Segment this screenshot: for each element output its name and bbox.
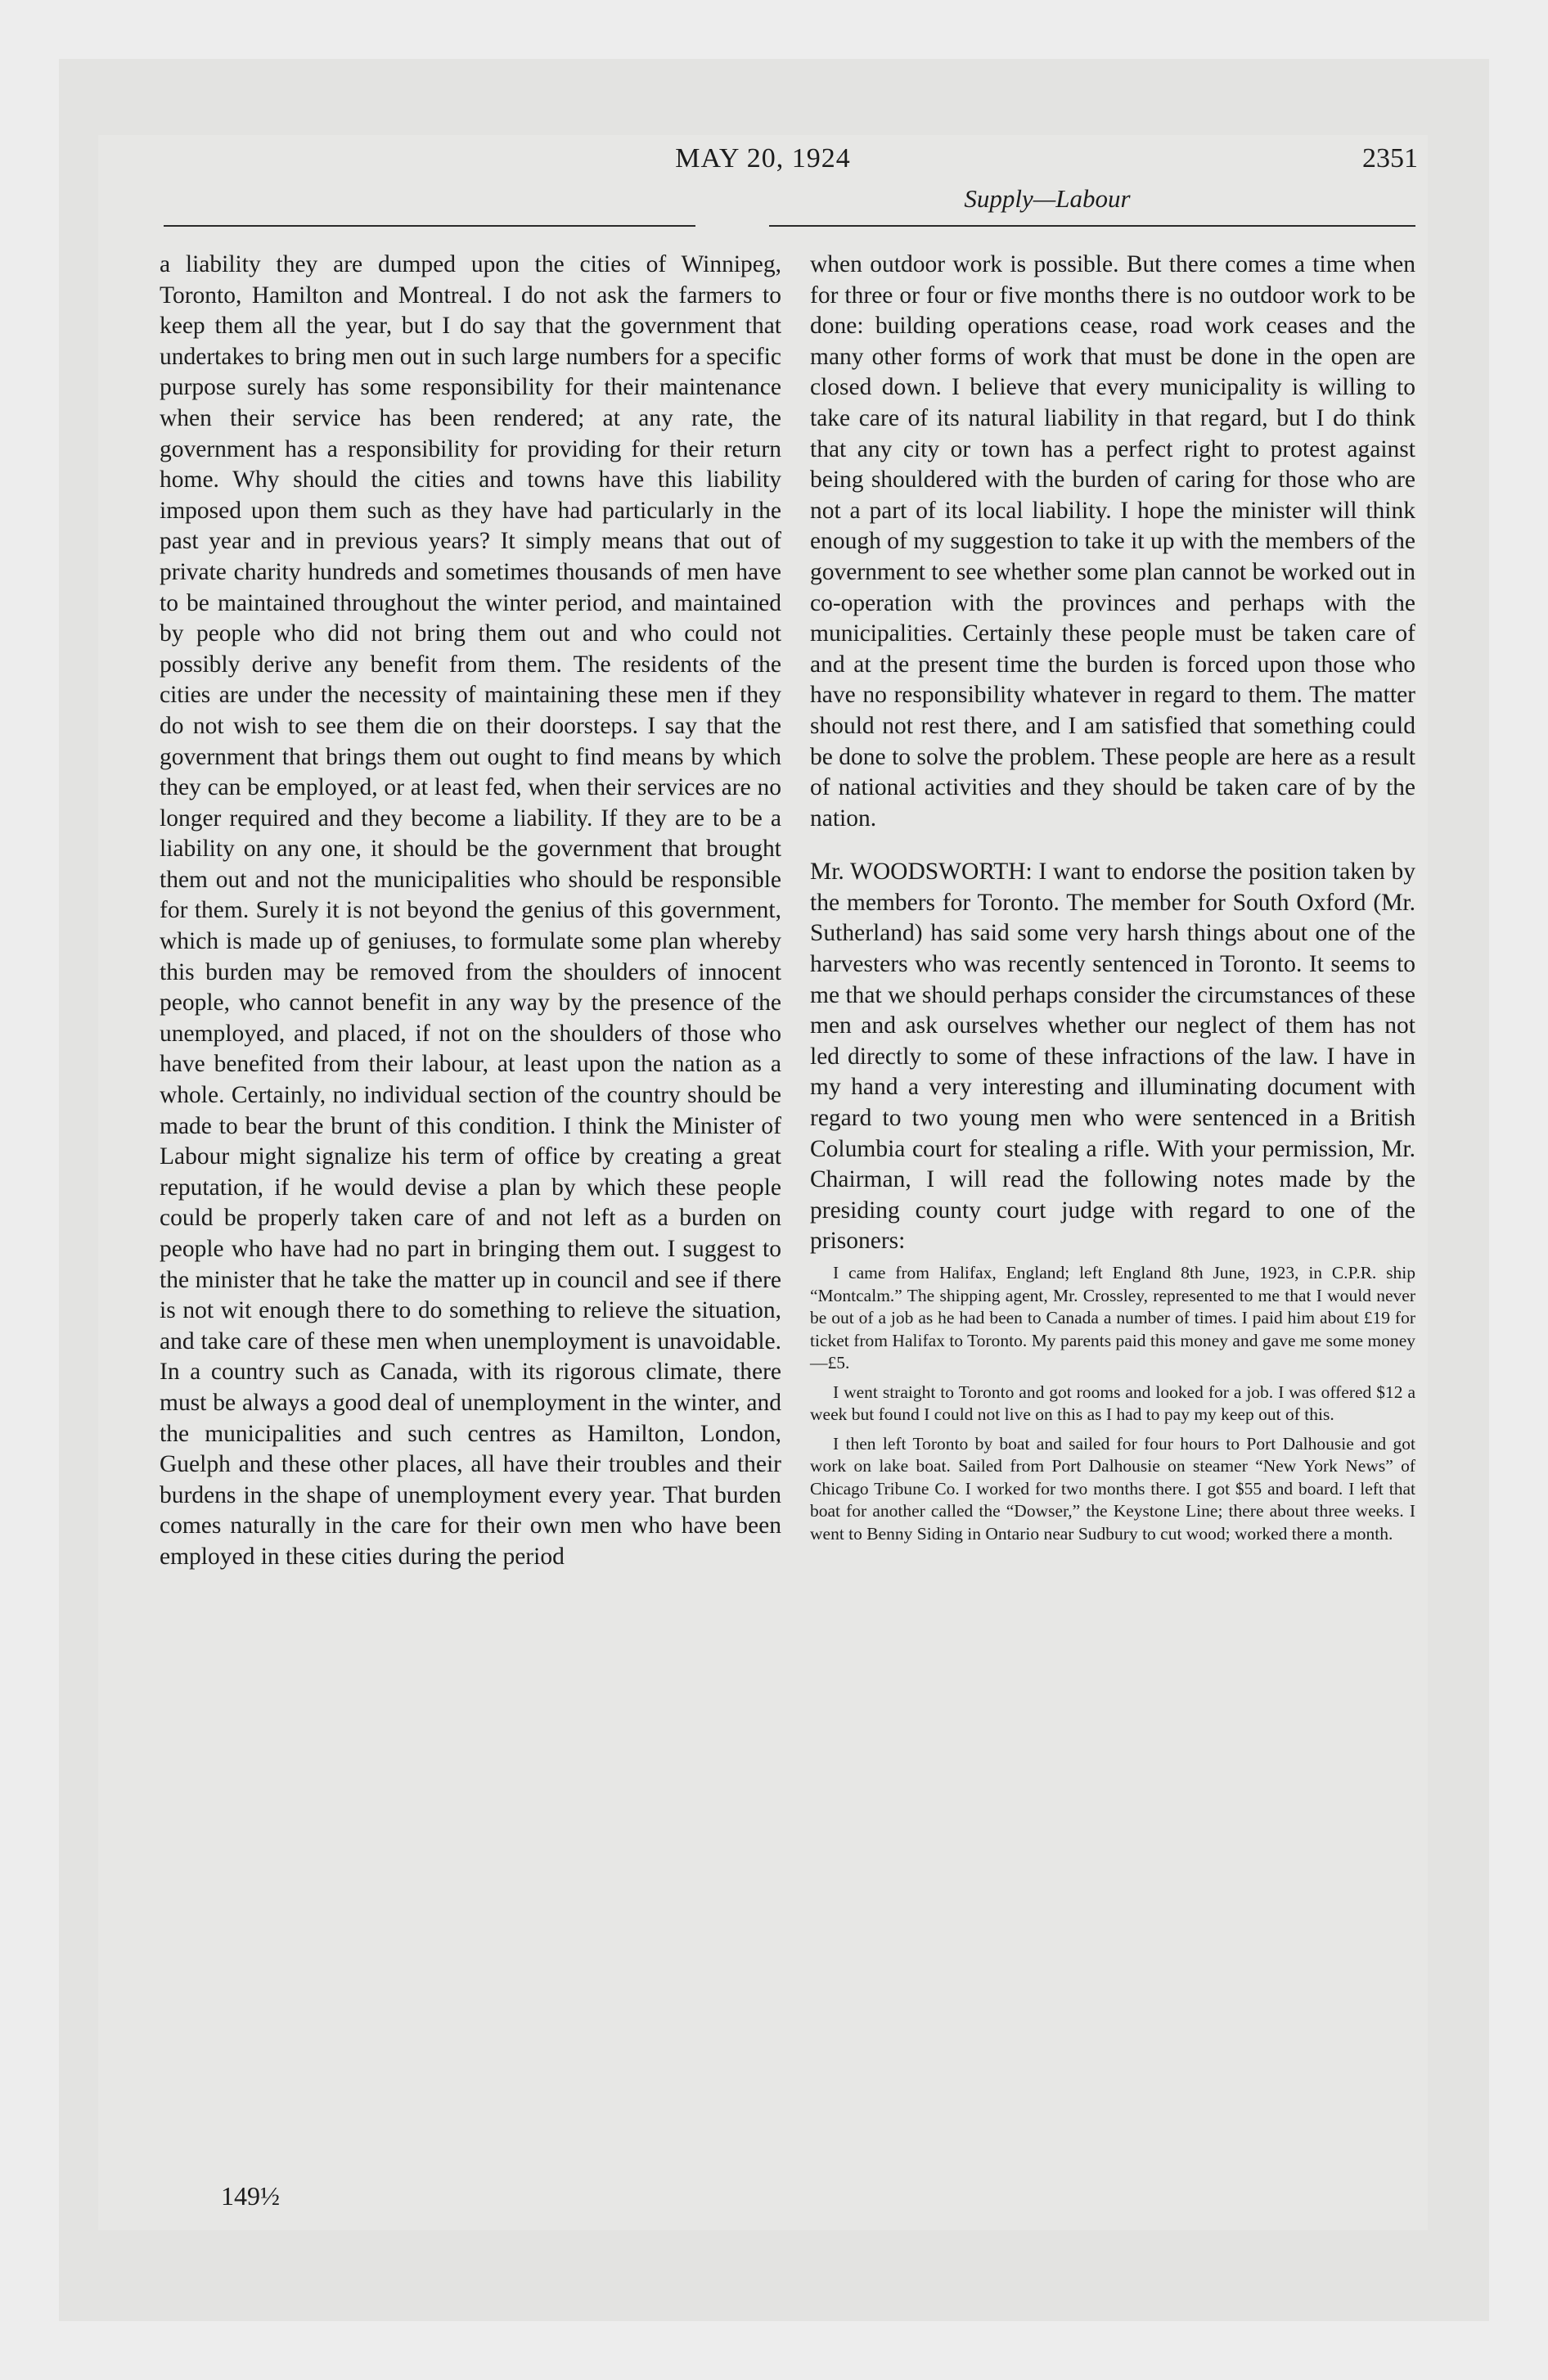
quote-paragraph: I went straight to Toronto and got rooms and looked for a job. I was offered $12 a week but found I could not live on this as I had to pay my keep out of this. xyxy=(810,1382,1415,1424)
left-column-paragraph: a liability they are dumped upon the cities of Winnipeg, Toronto, Hamilton and Montreal. I do not ask the farmers to keep them all the year, but I do say that the government that undertakes to bring men out in such large numbers for a specific purpose surely has some responsibility for their maintenance when their service has been rendered; at any rate, the government has a responsibility for providing for their return home. Why should the cities and towns have this liability imposed upon them such as they have had particularly in the past year and in previous years? It simply means that out of private charity hundreds and sometimes thousands of men have to be maintained throughout the winter period, and maintained by people who did not bring them out and who could not possibly derive any benefit from them. The residents of the cities are under the necessity of maintaining these men if they do not wish to see them die on their doorsteps. I say that the government that brings them out ought to find means by which they can be employed, or at least fed, when their services are no longer required and they become a liability. If they are to be a liability on any one, it should be the government that brought them out and not the municipalities who should be responsible for them. Surely it is not beyond the genius of this government, which is made up of geniuses, to formulate some plan whereby this burden may be removed from the shoulders of innocent people, who cannot benefit in any way by the presence of the unemployed, and placed, if not on the shoulders of those who have benefited from their labour, at least upon the nation as a whole. Certainly, no individual section of the country should be made to bear the brunt of this condition. I think the Minister of Labour might signalize his term of office by creating a great reputation, if he would devise a plan by which these people could be properly taken care of and not left as a burden on people who have had no part in bringing them out. I suggest to the minister that he take the matter up in council and see if there is not wit enough there to do something to relieve the situation, and take care of these men when unemployment is unavoidable. In a country such as Canada, with its rigorous climate, there must be always a good deal of unemployment in the winter, and the municipalities and such centres as Hamilton, London, Guelph and these other places, all have their troubles and their burdens in the shape of unemployment every year. That burden comes naturally in the care for their own men who have been employed in these cities during the period xyxy=(160,251,781,1570)
woodsworth-speech: Mr. WOODSWORTH: I want to endorse the position taken by the members for Toronto. The member for South Oxford (Mr. Sutherland) has said some very harsh things about one of the harvesters who was recently sentenced in Toronto. It seems to me that we should perhaps consider the circumstances of these men and ask ourselves whether our neglect of them has not led directly to some of these infractions of the law. I have in my hand a very interesting and illuminating document with regard to two young men who were sentenced in a British Columbia court for stealing a rifle. With your permission, Mr. Chairman, I will read the following notes made by the presiding county court judge with regard to one of the prisoners: xyxy=(810,859,1415,1255)
right-column xyxy=(810,250,1415,1545)
quote-paragraph: I came from Halifax, England; left England 8th June, 1923, in C.P.R. ship “Montcalm.” The shipping agent, Mr. Crossley, represented to me that I would never be out of a job as he had been to Canada a number of times. I paid him about £19 for ticket from Halifax to Toronto. My parents paid this money and gave me some money—£5. xyxy=(810,1263,1415,1373)
footer-folio: 149½ xyxy=(221,2181,280,2211)
header-rule-left xyxy=(164,225,695,227)
page-header xyxy=(98,135,1428,217)
header-rule-right xyxy=(769,225,1415,227)
header-section-title: Supply—Labour xyxy=(964,184,1131,213)
header-page-number: 2351 xyxy=(1362,143,1418,174)
header-date: MAY 20, 1924 xyxy=(675,143,851,174)
quote-paragraph: I then left Toronto by boat and sailed for four hours to Port Dalhousie and got work on lake boat. Sailed from Port Dalhousie on steamer “New York News” of Chicago Tribune Co. I worked for two months there. I got $55 and board. I left that boat for another called the “Dowser,” the Keystone Line; there about three weeks. I went to Benny Siding in Ontario near Sudbury to cut wood; worked there a month. xyxy=(810,1433,1415,1544)
quoted-court-notes xyxy=(810,1262,1415,1545)
continuation-paragraph: when outdoor work is possible. But there comes a time when for three or four or five months there is no outdoor work to be done: building operations cease, road work ceases and the many other forms of work that must be done in the open are closed down. I believe that every municipality is willing to take care of its natural liability in that regard, but I do think that any city or town has a perfect right to protest against being shouldered with the burden of caring for those who are not a part of its local liability. I hope the minister will think enough of my suggestion to take it up with the members of the government to see whether some plan cannot be worked out in co-operation with the provinces and perhaps with the municipalities. Certainly these people must be taken care of and at the present time the burden is forced upon those who have no responsibility whatever in regard to them. The matter should not rest there, and I am satisfied that something could be done to solve the problem. These people are here as a result of national activities and they should be taken care of by the nation. xyxy=(810,251,1415,832)
document-page xyxy=(98,135,1428,2230)
left-column xyxy=(160,250,781,1573)
